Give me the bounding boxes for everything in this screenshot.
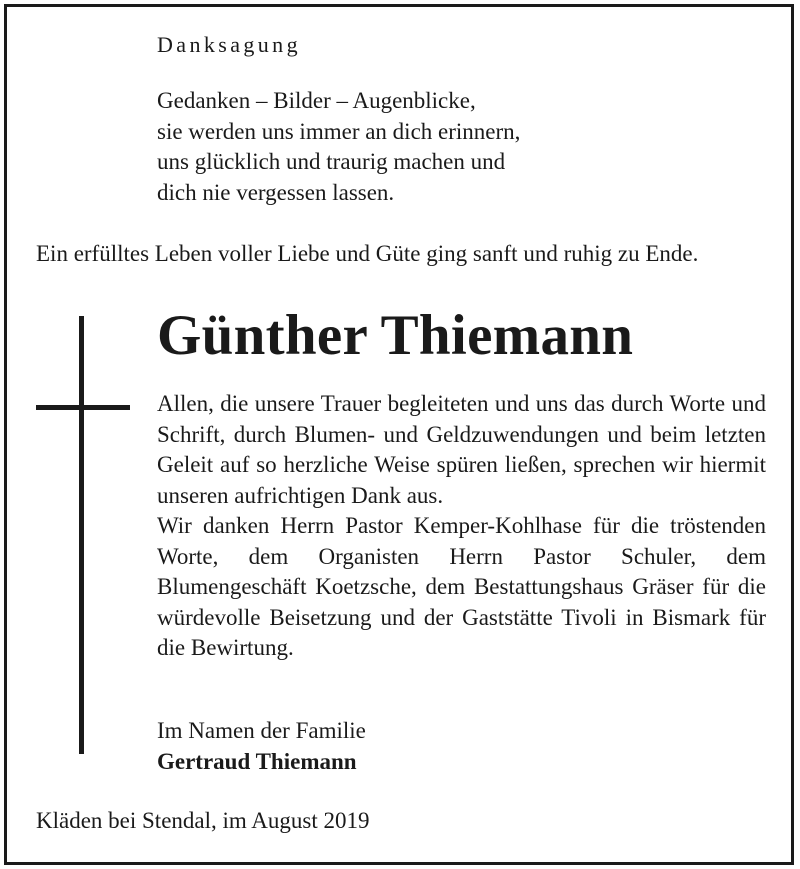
- cross-icon-bar: [36, 405, 130, 410]
- place-date: Kläden bei Stendal, im August 2019: [36, 808, 370, 833]
- thanks-text: [157, 389, 766, 664]
- deceased-name: Günther Thiemann: [157, 304, 634, 367]
- poem-line: sie werden uns immer an dich erinnern,: [157, 118, 521, 144]
- signer-name: Gertraud Thiemann: [157, 748, 357, 774]
- poem-line: Gedanken – Bilder – Augenblicke,: [157, 88, 476, 113]
- thanks-paragraph: Allen, die unsere Trauer begleiteten und uns das durch Worte und Schrift, durch Blumen- und Geldzuwendungen und beim letzten Geleit auf so herzliche Weise spüren ließen, sprechen wir hiermit unseren aufrichtigen Dank aus.: [157, 391, 766, 508]
- intro-text: Ein erfülltes Leben voller Liebe und Güte ging sanft und ruhig zu Ende.: [36, 241, 699, 266]
- notice-heading: Danksagung: [157, 32, 301, 57]
- poem-line: dich nie vergessen lassen.: [157, 179, 395, 205]
- signature-intro: Im Namen der Familie: [157, 718, 366, 743]
- cross-icon: [79, 316, 84, 754]
- poem-line: uns glücklich und traurig machen und: [157, 149, 506, 174]
- thanks-paragraph: Wir danken Herrn Pastor Kemper-Kohlhase für die tröstenden Worte, dem Organisten Herrn Pastor Schuler, dem Blumengeschäft Koetzsche, dem Bestattungshaus Gräser für die würdevolle Beisetzung und der Gaststätte Tivoli in Bismark für die Bewirtung.: [157, 513, 766, 660]
- signature-block: [157, 716, 366, 777]
- poem-block: [157, 86, 520, 208]
